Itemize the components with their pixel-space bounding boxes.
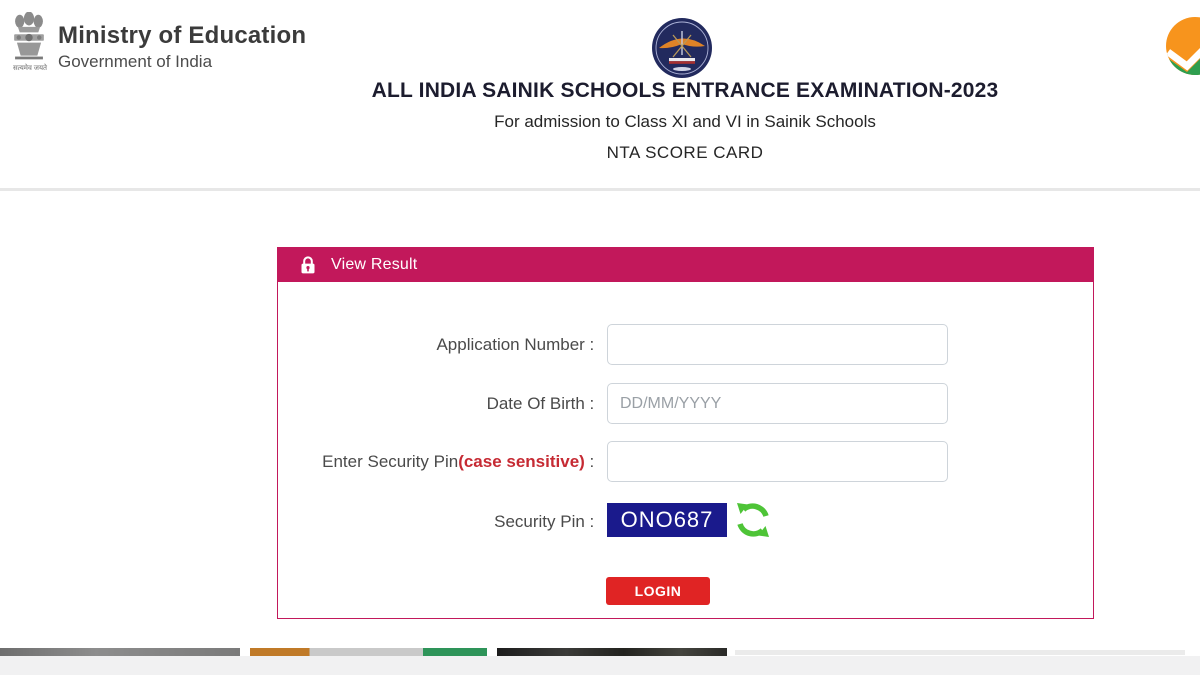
footer-thumbnail-light bbox=[735, 650, 1185, 655]
security-pin-label-suffix: : bbox=[584, 451, 599, 471]
security-pin-label bbox=[278, 441, 599, 482]
ministry-subtitle: Government of India bbox=[58, 52, 213, 71]
application-number-input[interactable] bbox=[607, 324, 948, 365]
refresh-captcha-icon[interactable] bbox=[734, 501, 772, 539]
security-pin-input[interactable] bbox=[607, 441, 948, 482]
dob-input[interactable] bbox=[607, 383, 948, 424]
application-number-label bbox=[278, 324, 599, 365]
application-number-label-text: Application Number : bbox=[436, 334, 599, 354]
captcha-label-text: Security Pin : bbox=[494, 512, 599, 531]
case-sensitive-note: (case sensitive) bbox=[458, 451, 585, 471]
header-divider bbox=[0, 188, 1200, 191]
panel-title: View Result bbox=[331, 256, 418, 273]
ministry-title: Ministry of Education bbox=[58, 22, 307, 49]
footer-thumbnail-flag bbox=[250, 648, 487, 656]
scorecard-title: NTA SCORE CARD bbox=[606, 143, 764, 162]
bottom-bar bbox=[0, 656, 1200, 675]
lock-icon bbox=[301, 256, 315, 274]
footer-thumbnail-dark bbox=[497, 648, 727, 656]
dob-label bbox=[278, 383, 599, 424]
exam-subtitle: For admission to Class XI and VI in Sainik Schools bbox=[494, 112, 876, 131]
dob-label-text: Date Of Birth : bbox=[486, 393, 599, 413]
sainik-schools-logo bbox=[651, 17, 713, 79]
captcha-image: ONO687 bbox=[607, 503, 727, 537]
view-result-panel bbox=[277, 247, 1094, 619]
panel-header bbox=[278, 248, 1093, 282]
emblem-caption: सत्यमेव जयते bbox=[12, 65, 48, 72]
india-emblem-icon bbox=[7, 12, 51, 64]
captcha-label bbox=[278, 504, 599, 540]
nta-logo bbox=[1166, 17, 1200, 75]
footer-thumbnail-gray bbox=[0, 648, 240, 656]
login-button[interactable]: LOGIN bbox=[606, 577, 710, 605]
security-pin-label-prefix: Enter Security Pin bbox=[322, 451, 459, 471]
exam-title: ALL INDIA SAINIK SCHOOLS ENTRANCE EXAMINATION-2023 bbox=[371, 79, 999, 102]
ministry-block bbox=[58, 22, 306, 72]
